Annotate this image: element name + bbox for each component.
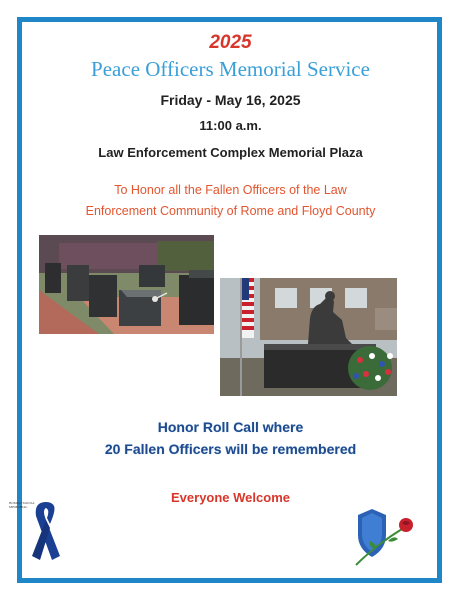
officer-statue-photo — [220, 278, 397, 396]
event-year: 2025 — [209, 32, 252, 53]
ribbon-caption: ROMAN SOCIAL MEMORIAL — [9, 501, 35, 509]
event-title: Peace Officers Memorial Service — [91, 57, 370, 81]
roll-call-line-1: Honor Roll Call where — [157, 419, 304, 435]
event-date: Friday - May 16, 2025 — [160, 92, 301, 108]
police-badge-rose-icon — [346, 505, 422, 569]
roll-call-notice — [0, 416, 461, 460]
honor-line-1: To Honor all the Fallen Officers of the Law — [114, 183, 347, 197]
event-time: 11:00 a.m. — [199, 118, 262, 133]
welcome-text: Everyone Welcome — [171, 490, 290, 505]
honor-statement — [0, 180, 461, 222]
roll-call-line-2: 20 Fallen Officers will be remembered — [104, 441, 357, 457]
memorial-stones-photo — [39, 235, 214, 334]
blue-ribbon-icon — [26, 498, 66, 566]
honor-line-2: Enforcement Community of Rome and Floyd County — [85, 204, 376, 218]
event-location: Law Enforcement Complex Memorial Plaza — [98, 145, 363, 160]
